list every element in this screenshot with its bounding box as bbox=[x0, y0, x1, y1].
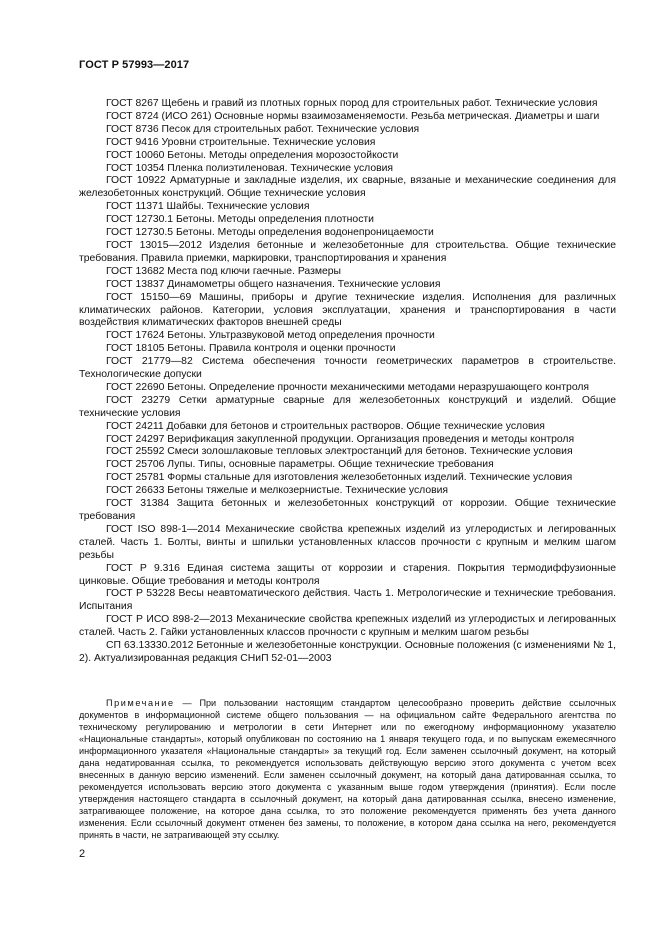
reference-item: ГОСТ 9416 Уровни строительные. Технические условия bbox=[106, 136, 376, 148]
reference-item: ГОСТ 17624 Бетоны. Ультразвуковой метод определения прочности bbox=[106, 330, 435, 342]
reference-item: ГОСТ Р ИСО 898-2—2013 Механические свойства крепежных изделий из углеродистых и легированных сталей. Часть 2. Гайки установленных классов прочности с крупным и мелким шагом резьбы bbox=[79, 614, 616, 639]
reference-item: ГОСТ 15150—69 Машины, приборы и другие технические изделия. Исполнения для различных климатических районов. Категории, условия эксплуатации, хранения и транспортирования в части воздействия климатических факторов внешней среды bbox=[79, 291, 616, 329]
reference-item: ГОСТ 8724 (ИСО 261) Основные нормы взаимозаменяемости. Резьба метрическая. Диаметры и шаги bbox=[106, 110, 600, 122]
reference-item: СП 63.13330.2012 Бетонные и железобетонные конструкции. Основные положения (с изменениями № 1, 2). Актуализированная редакция СНиП 52-01—2003 bbox=[79, 640, 616, 664]
reference-item: ГОСТ 11371 Шайбы. Технические условия bbox=[106, 201, 310, 213]
reference-item: ГОСТ 18105 Бетоны. Правила контроля и оценки прочности bbox=[106, 343, 396, 355]
reference-item: ГОСТ 12730.1 Бетоны. Методы определения плотности bbox=[106, 214, 374, 226]
note-label: Примечание bbox=[106, 698, 175, 708]
reference-item: ГОСТ 10060 Бетоны. Методы определения морозостойкости bbox=[106, 149, 399, 161]
reference-item: ГОСТ Р 53228 Весы неавтоматического действия. Часть 1. Метрологические и технические требования. Испытания bbox=[79, 588, 616, 613]
note-text: При пользовании настоящим стандартом целесообразно проверить действие ссылочных документов в информационной системе общего пользования — на официальном сайте Федерального агентства по техническому регулированию и метрологии в сети Интернет или по ежегодному информационному указателю «Национальные стандарты», который опубликован по состоянию на 1 января текущего года, и по выпускам ежемесячного информационного указателя «Национальные стандарты» за текущий год. Если заменен ссылочный документ, на который дана недатированная ссылка, то рекомендуется использовать действующую версию этого документа с учетом всех внесенных в данную версию изменений. Если заменен ссылочный документ, на который дана датированная ссылка, то рекомендуется использовать версию этого документа с указанным выше годом утверждения (принятия). Если после утверждения настоящего стандарта в ссылочный документ, на который дана датированная ссылка, внесено изменение, затрагивающее положение, на которое дана ссылка, то это положение рекомендуется применять без учета данного изменения. Если ссылочный документ отменен без замены, то положение, в котором дана ссылка на него, рекомендуется принять в части, не затрагивающей эту ссылку. bbox=[79, 698, 616, 840]
reference-item: ГОСТ 10922 Арматурные и закладные изделия, их сварные, вязаные и механические соединения для железобетонных конструкций. Общие технические условия bbox=[79, 175, 616, 200]
reference-item: ГОСТ 25592 Смеси золошлаковые тепловых электростанций для бетонов. Технические условия bbox=[106, 446, 573, 458]
reference-item: ГОСТ Р 9.316 Единая система защиты от коррозии и старения. Покрытия термодиффузионные цинковые. Общие требования и методы контроля bbox=[79, 562, 616, 587]
reference-item: ГОСТ 24297 Верификация закупленной продукции. Организация проведения и методы контроля bbox=[106, 433, 575, 445]
page-number: 2 bbox=[79, 848, 86, 860]
reference-item: ГОСТ 24211 Добавки для бетонов и строительных растворов. Общие технические условия bbox=[106, 420, 545, 432]
note-dash: — bbox=[174, 698, 200, 708]
reference-item: ГОСТ 23279 Сетки арматурные сварные для железобетонных конструкций и изделий. Общие технические условия bbox=[79, 394, 616, 419]
reference-item: ГОСТ 13837 Динамометры общего назначения. Технические условия bbox=[106, 278, 441, 290]
note-paragraph bbox=[79, 697, 616, 841]
reference-item: ГОСТ 22690 Бетоны. Определение прочности механическими методами неразрушающего контроля bbox=[106, 381, 590, 393]
reference-item: ГОСТ 31384 Защита бетонных и железобетонных конструкций от коррозии. Общие технические требования bbox=[79, 498, 616, 522]
reference-item: ГОСТ 8736 Песок для строительных работ. Технические условия bbox=[106, 123, 420, 135]
reference-item: ГОСТ 21779—82 Система обеспечения точности геометрических параметров в строительстве. Технологические допуски bbox=[79, 356, 616, 381]
reference-item: ГОСТ 12730.5 Бетоны. Методы определения водонепроницаемости bbox=[106, 227, 434, 239]
normative-references-list bbox=[79, 98, 616, 666]
reference-item: ГОСТ 25706 Лупы. Типы, основные параметры. Общие технические требования bbox=[106, 459, 494, 471]
reference-item: ГОСТ 25781 Формы стальные для изготовления железобетонных изделий. Технические условия bbox=[106, 472, 573, 484]
reference-item: ГОСТ 13015—2012 Изделия бетонные и железобетонные для строительства. Общие технические требования. Правила приемки, маркировки, транспортирования и хранения bbox=[79, 239, 616, 264]
reference-item: ГОСТ ISO 898-1—2014 Механические свойства крепежных изделий из углеродистых и легированных сталей. Часть 1. Болты, винты и шпильки установленных классов прочности с крупным и мелким шагом резьбы bbox=[79, 523, 616, 561]
reference-item: ГОСТ 26633 Бетоны тяжелые и мелкозернистые. Технические условия bbox=[106, 485, 449, 497]
reference-item: ГОСТ 13682 Места под ключи гаечные. Размеры bbox=[106, 265, 341, 277]
reference-item: ГОСТ 8267 Щебень и гравий из плотных горных пород для строительных работ. Технические условия bbox=[106, 98, 598, 109]
reference-item: ГОСТ 10354 Пленка полиэтиленовая. Технические условия bbox=[106, 162, 394, 174]
document-header: ГОСТ Р 57993—2017 bbox=[79, 59, 190, 71]
